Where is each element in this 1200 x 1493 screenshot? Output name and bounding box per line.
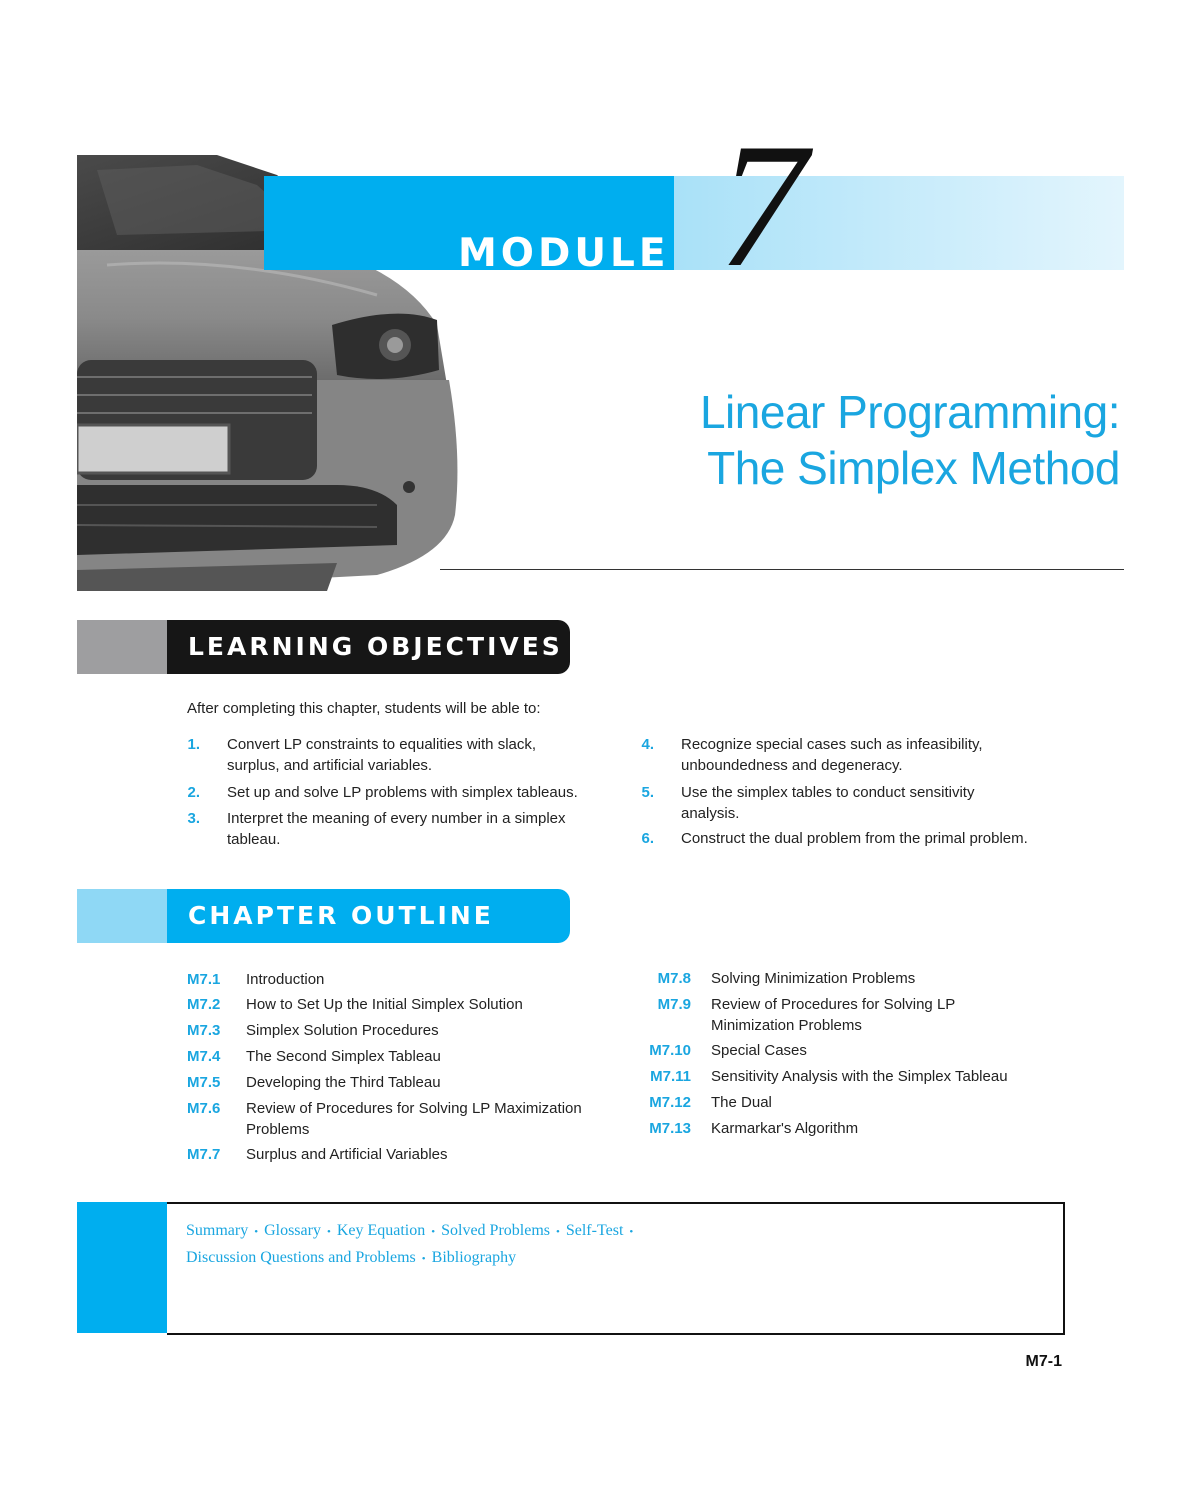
objective-text: Set up and solve LP problems with simplex tableaus. — [227, 784, 578, 801]
objective-number: 1. — [187, 736, 200, 753]
objective-text: Convert LP constraints to equalities with slack, surplus, and artificial variables. — [227, 736, 537, 774]
learning-objectives-bar — [167, 620, 570, 674]
outline-text: Solving Minimization Problems — [711, 970, 916, 987]
outline-text: Developing the Third Tableau — [246, 1074, 441, 1091]
chapter-title — [560, 384, 1120, 496]
outline-text: Sensitivity Analysis with the Simplex Tableau — [711, 1068, 1008, 1085]
outline-number: M7.9 — [657, 996, 691, 1013]
chapter-outline-stub — [77, 889, 167, 943]
objective-text: Construct the dual problem from the primal problem. — [681, 830, 1028, 847]
outline-number: M7.1 — [187, 971, 221, 988]
end-matter-item[interactable]: Self-Test — [565, 1222, 624, 1239]
end-matter-item[interactable]: Bibliography — [431, 1249, 517, 1266]
end-matter-item[interactable]: Summary — [186, 1222, 249, 1239]
learning-objectives-heading: LEARNING OBJECTIVES — [188, 632, 563, 661]
outline-text: Introduction — [246, 971, 325, 988]
objective-text: Recognize special cases such as infeasibility, unboundedness and degeneracy. — [681, 736, 983, 774]
chapter-outline-heading: CHAPTER OUTLINE — [188, 901, 494, 930]
module-label: MODULE — [458, 231, 670, 276]
outline-number: M7.5 — [187, 1074, 221, 1091]
bullet-separator: • — [326, 1226, 331, 1238]
objective-number: 3. — [187, 810, 200, 827]
outline-number: M7.12 — [649, 1094, 691, 1111]
objective-text: Interpret the meaning of every number in a simplex tableau. — [227, 810, 566, 848]
end-matter-item[interactable]: Key Equation — [336, 1222, 426, 1239]
outline-text: Karmarkar's Algorithm — [711, 1120, 859, 1137]
end-matter-item[interactable]: Glossary — [264, 1222, 321, 1239]
outline-text: Review of Procedures for Solving LP Maximization Problems — [246, 1100, 582, 1138]
title-divider — [440, 569, 1124, 570]
objective-number: 2. — [187, 784, 200, 801]
bullet-separator: • — [629, 1226, 634, 1238]
bullet-separator: • — [254, 1226, 259, 1238]
outline-number: M7.8 — [657, 970, 691, 987]
outline-number: M7.4 — [187, 1048, 221, 1065]
outline-text: Surplus and Artificial Variables — [246, 1146, 448, 1163]
chapter-title-line-2: The Simplex Method — [707, 442, 1120, 494]
objective-number: 6. — [641, 830, 654, 847]
outline-number: M7.13 — [649, 1120, 691, 1137]
outline-text: Simplex Solution Procedures — [246, 1022, 439, 1039]
outline-text: The Dual — [711, 1094, 772, 1111]
bullet-separator: • — [556, 1226, 560, 1238]
bullet-separator: • — [431, 1226, 436, 1238]
objective-text: Use the simplex tables to conduct sensitivity analysis. — [681, 784, 975, 822]
outline-text: Special Cases — [711, 1042, 807, 1059]
outline-text: Review of Procedures for Solving LP Minimization Problems — [711, 996, 956, 1034]
outline-number: M7.2 — [187, 996, 221, 1013]
outline-number: M7.11 — [650, 1068, 691, 1085]
outline-number: M7.10 — [649, 1042, 691, 1059]
end-matter-item[interactable]: Discussion Questions and Problems — [186, 1249, 416, 1266]
outline-text: The Second Simplex Tableau — [246, 1048, 441, 1065]
end-matter-item[interactable]: Solved Problems — [441, 1222, 550, 1239]
outline-number: M7.3 — [187, 1022, 221, 1039]
objective-number: 4. — [641, 736, 654, 753]
objective-number: 5. — [641, 784, 654, 801]
end-matter-strip — [77, 1202, 167, 1333]
bullet-separator: • — [421, 1253, 426, 1265]
outline-text: How to Set Up the Initial Simplex Solution — [246, 996, 523, 1013]
outline-number: M7.6 — [187, 1100, 221, 1117]
learning-objectives-stub — [77, 620, 167, 674]
end-matter-list — [186, 1218, 639, 1272]
module-number: 7 — [718, 106, 807, 304]
learning-objectives-intro: After completing this chapter, students will be able to: — [187, 700, 541, 717]
chapter-title-line-1: Linear Programming: — [699, 386, 1120, 438]
page-number: M7-1 — [1025, 1353, 1062, 1370]
chapter-outline-bar — [167, 889, 570, 943]
outline-number: M7.7 — [187, 1146, 221, 1163]
